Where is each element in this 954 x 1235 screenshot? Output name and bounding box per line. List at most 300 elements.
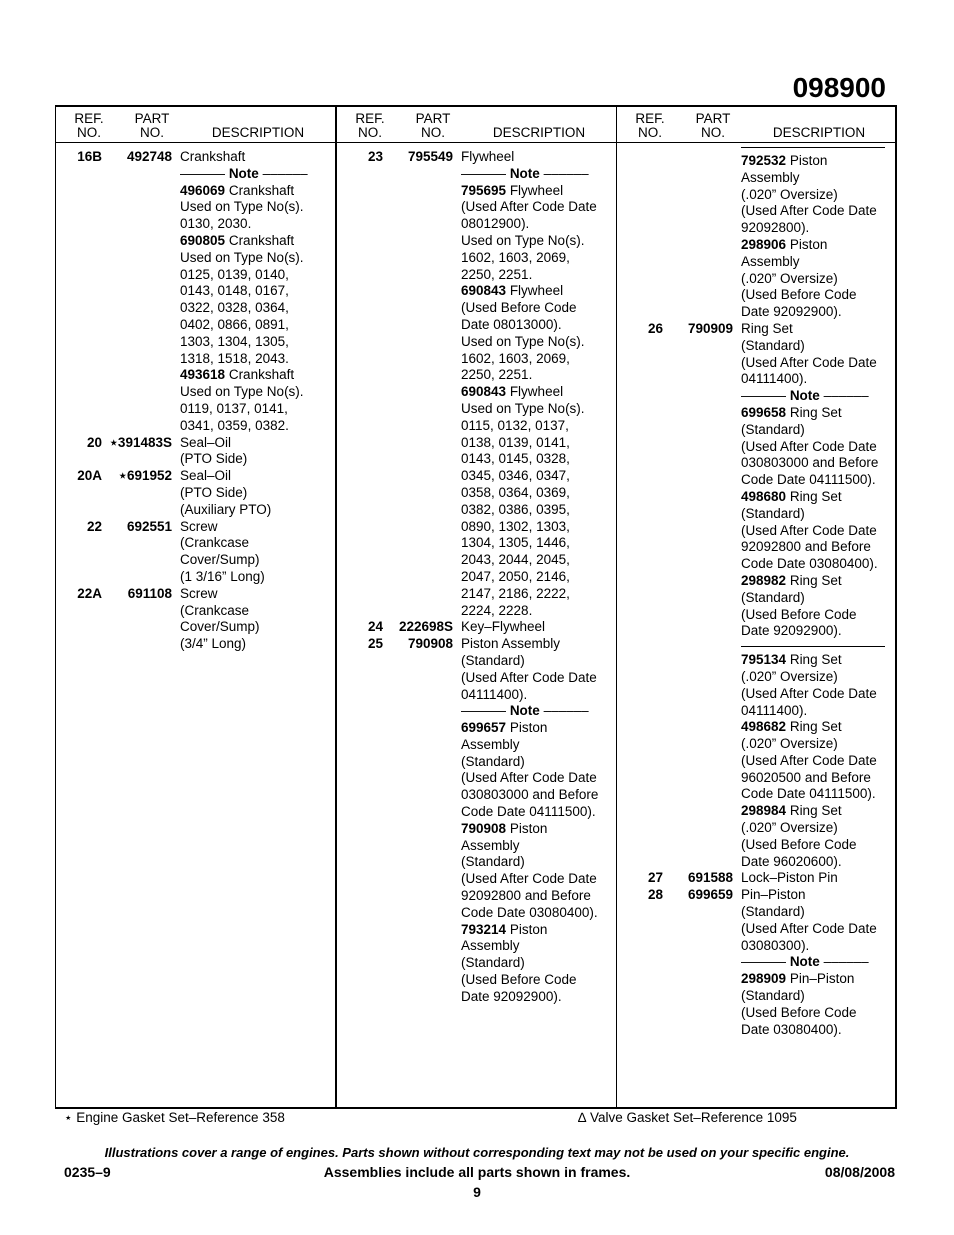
parts-entry <box>56 519 336 586</box>
alt-part-number: Note <box>228 165 259 181</box>
description-text: Date 92092900). <box>741 304 842 320</box>
description-line <box>741 472 895 489</box>
part-description <box>180 586 336 653</box>
description-line <box>461 283 618 300</box>
description-text: 0402, 0866, 0891, <box>180 316 289 332</box>
description-line <box>461 384 618 401</box>
description-line <box>461 603 618 620</box>
part-description <box>180 435 336 469</box>
part-number: 795549 <box>407 149 453 164</box>
description-line <box>180 603 336 620</box>
description-line <box>180 519 336 536</box>
alt-part-number: 690805 <box>180 232 226 248</box>
ref-number: 23 <box>367 149 383 164</box>
description-text: 0143, 0145, 0328, <box>461 451 570 467</box>
alt-part-number: 298984 <box>741 803 787 819</box>
part-number: ⋆691952 <box>118 468 172 484</box>
description-line <box>741 686 895 703</box>
description-line <box>180 468 336 485</box>
parts-entry <box>617 652 895 870</box>
column-body <box>56 149 336 653</box>
part-number: 691588 <box>687 870 733 886</box>
description-line <box>461 854 618 871</box>
description-text: Date 92092900). <box>741 623 842 639</box>
description-text: Piston <box>786 236 828 252</box>
parts-table <box>55 105 897 1109</box>
description-line <box>180 199 336 216</box>
description-text: 030803000 and Before <box>461 787 599 803</box>
ref-number: 22A <box>77 585 102 601</box>
description-text: Assembly <box>741 169 800 185</box>
description-text: Flywheel <box>506 182 564 198</box>
description-text: 2043, 2044, 2045, <box>461 552 570 568</box>
alt-part-number: 493618 <box>180 367 226 383</box>
frame-divider <box>741 147 885 148</box>
part-number: 790909 <box>687 320 733 336</box>
description-line <box>461 485 618 502</box>
description-line <box>180 367 336 384</box>
description-line <box>741 439 895 456</box>
description-line <box>461 451 618 468</box>
model-number: 098900 <box>792 72 886 103</box>
description-text: 1304, 1305, 1446, <box>461 535 570 551</box>
description-line <box>741 304 895 321</box>
description-line <box>461 216 618 233</box>
description-text: (.020” Oversize) <box>741 668 838 684</box>
note-dashes: –––––– <box>180 165 229 181</box>
part-description <box>461 619 618 636</box>
description-text: Date 96020600). <box>741 853 842 869</box>
description-text: (Used Before Code <box>461 972 577 988</box>
description-line <box>741 870 895 887</box>
frame-divider <box>741 646 885 647</box>
header-ref-no: REF. NO. <box>635 111 665 140</box>
column-body <box>337 149 618 1006</box>
parts-entry <box>56 468 336 518</box>
header-part-no: PART NO. <box>134 111 170 140</box>
description-line <box>741 837 895 854</box>
description-line <box>741 153 895 170</box>
description-text: Crankshaft <box>225 232 295 248</box>
description-line <box>461 267 618 284</box>
alt-part-number: 699658 <box>741 404 787 420</box>
ref-number: 16B <box>77 149 102 164</box>
valve-gasket-legend: ∆ Valve Gasket Set–Reference 1095 <box>578 1110 797 1125</box>
description-text: (3/4” Long) <box>180 636 247 652</box>
description-line <box>180 300 336 317</box>
alt-part-number: 298906 <box>741 236 787 252</box>
description-text: Cover/Sump) <box>180 619 260 635</box>
parts-entry <box>337 149 618 619</box>
description-text: Crankshaft <box>180 149 246 164</box>
description-line <box>180 435 336 452</box>
header-part-no: PART NO. <box>695 111 731 140</box>
description-line <box>461 972 618 989</box>
description-text: (PTO Side) <box>180 484 248 500</box>
alt-part-number: 795134 <box>741 652 787 668</box>
description-text: (1 3/16” Long) <box>180 568 265 584</box>
alt-part-number: 498682 <box>741 719 787 735</box>
description-line <box>461 636 618 653</box>
parts-column-1 <box>55 107 336 1107</box>
description-text: Ring Set <box>786 652 842 668</box>
description-text: Used on Type No(s). <box>180 249 304 265</box>
alt-part-number: 496069 <box>180 182 226 198</box>
part-description <box>741 887 895 1038</box>
description-line <box>461 955 618 972</box>
description-text: (.020” Oversize) <box>741 736 838 752</box>
print-date: 08/08/2008 <box>824 1164 895 1180</box>
parts-entry <box>617 153 895 321</box>
description-text: Flywheel <box>461 149 515 164</box>
column-body <box>617 149 895 1038</box>
note-dashes: –––––– <box>741 388 790 404</box>
description-line <box>461 300 618 317</box>
description-text: Date 03080400). <box>741 1021 842 1037</box>
description-line <box>180 267 336 284</box>
description-text: (Used Before Code <box>461 300 577 316</box>
description-line <box>180 334 336 351</box>
description-line <box>741 669 895 686</box>
description-line <box>741 623 895 640</box>
page-number: 9 <box>473 1184 481 1200</box>
description-text: –––––– <box>539 165 589 181</box>
description-line <box>461 535 618 552</box>
description-text: 08012900). <box>461 216 530 232</box>
description-text: (Used After Code Date <box>741 685 877 701</box>
description-text: 03080300). <box>741 937 810 953</box>
description-line <box>741 422 895 439</box>
description-text: (Used Before Code <box>741 1004 857 1020</box>
description-text: (Used Before Code <box>741 836 857 852</box>
description-text: (Standard) <box>741 337 805 353</box>
description-text: 2147, 2186, 2222, <box>461 585 570 601</box>
description-text: Piston <box>506 921 548 937</box>
header-part-no: PART NO. <box>415 111 451 140</box>
description-line <box>461 586 618 603</box>
description-text: (Crankcase <box>180 602 250 618</box>
description-line <box>180 586 336 603</box>
description-line <box>741 573 895 590</box>
description-text: Date 08013000). <box>461 316 562 332</box>
description-line <box>461 653 618 670</box>
description-text: (Crankcase <box>180 535 250 551</box>
description-line <box>741 271 895 288</box>
description-line <box>461 821 618 838</box>
column-header <box>617 107 895 143</box>
part-number: 691108 <box>127 585 172 601</box>
description-line <box>461 737 618 754</box>
description-line <box>741 854 895 871</box>
column-header <box>56 107 336 143</box>
description-line <box>741 287 895 304</box>
description-text: Code Date 03080400). <box>461 904 598 920</box>
part-description <box>741 153 895 321</box>
description-line <box>741 820 895 837</box>
parts-entry <box>617 870 895 887</box>
assemblies-note: Assemblies include all parts shown in frames. <box>323 1164 631 1180</box>
header-description: DESCRIPTION <box>492 125 586 140</box>
description-text: 0322, 0328, 0364, <box>180 300 289 316</box>
description-text: (Standard) <box>741 421 805 437</box>
description-text: Assembly <box>461 938 520 954</box>
part-number: 692551 <box>126 518 172 534</box>
description-line <box>461 418 618 435</box>
description-line <box>741 904 895 921</box>
alt-part-number: 690843 <box>461 384 507 400</box>
description-line <box>741 1005 895 1022</box>
description-text: Pin–Piston <box>741 887 806 903</box>
description-line <box>741 405 895 422</box>
description-text: Used on Type No(s). <box>461 400 585 416</box>
parts-column-3 <box>616 107 897 1107</box>
description-text: 2224, 2228. <box>461 602 533 618</box>
description-text: –––––– <box>258 165 308 181</box>
description-line <box>180 283 336 300</box>
alt-part-number: 690843 <box>461 283 507 299</box>
description-text: (Used After Code Date <box>741 354 877 370</box>
description-text: Crankshaft <box>225 182 295 198</box>
part-description <box>180 519 336 586</box>
description-text: Piston Assembly <box>461 636 561 652</box>
description-text: –––––– <box>819 388 869 404</box>
description-text: (Standard) <box>461 652 525 668</box>
description-text: Ring Set <box>786 719 842 735</box>
parts-entry <box>617 887 895 1038</box>
alt-part-number: Note <box>789 388 820 404</box>
ref-number: 25 <box>367 636 383 652</box>
column-header <box>337 107 618 143</box>
parts-column-2 <box>335 107 618 1107</box>
description-text: Screw <box>180 518 218 534</box>
description-line <box>741 590 895 607</box>
note-dashes: –––––– <box>461 703 510 719</box>
description-text: Key–Flywheel <box>461 619 546 635</box>
part-description <box>461 636 618 1006</box>
description-line <box>180 166 336 183</box>
description-text: Screw <box>180 585 218 601</box>
description-line <box>741 220 895 237</box>
note-dashes: –––––– <box>461 165 510 181</box>
description-line <box>741 489 895 506</box>
description-text: Ring Set <box>786 488 842 504</box>
description-line <box>741 988 895 1005</box>
description-text: Code Date 04111500). <box>461 804 596 820</box>
description-text: Cover/Sump) <box>180 552 260 568</box>
description-text: 0119, 0137, 0141, <box>180 400 288 416</box>
description-line <box>741 736 895 753</box>
doc-code: 0235–9 <box>64 1164 111 1180</box>
description-text: Code Date 04111500). <box>741 786 876 802</box>
description-text: 0358, 0364, 0369, <box>461 484 570 500</box>
description-line <box>741 254 895 271</box>
description-line <box>180 183 336 200</box>
part-description <box>180 149 336 435</box>
description-line <box>741 887 895 904</box>
parts-entry <box>617 321 895 640</box>
description-text: (Used After Code Date <box>461 770 597 786</box>
description-text: 0138, 0139, 0141, <box>461 434 570 450</box>
description-text: (Standard) <box>461 753 525 769</box>
alt-part-number: 793214 <box>461 921 507 937</box>
description-text: Pin–Piston <box>786 971 855 987</box>
ref-number: 20A <box>77 468 102 484</box>
description-text: 0345, 0346, 0347, <box>461 468 570 484</box>
description-line <box>180 552 336 569</box>
description-text: Assembly <box>461 837 520 853</box>
description-text: (Standard) <box>741 988 805 1004</box>
part-description <box>741 870 895 887</box>
description-line <box>461 367 618 384</box>
description-line <box>461 938 618 955</box>
description-text: Seal–Oil <box>180 468 232 484</box>
description-text: 0143, 0148, 0167, <box>180 283 289 299</box>
description-line <box>741 1022 895 1039</box>
description-line <box>461 569 618 586</box>
description-text: (Used Before Code <box>741 287 857 303</box>
description-text: 92092800 and Before <box>461 888 591 904</box>
alt-part-number: Note <box>509 703 540 719</box>
description-text: 0341, 0359, 0382. <box>180 417 289 433</box>
description-text: 04111400). <box>741 371 808 387</box>
description-text: Piston <box>786 153 828 168</box>
description-line <box>461 468 618 485</box>
description-text: Used on Type No(s). <box>461 333 585 349</box>
description-line <box>461 770 618 787</box>
description-text: Piston <box>506 820 548 836</box>
description-line <box>180 451 336 468</box>
ref-number: 27 <box>647 870 663 886</box>
description-line <box>180 535 336 552</box>
description-line <box>180 485 336 502</box>
description-line <box>741 321 895 338</box>
description-line <box>461 166 618 183</box>
alt-part-number: 699657 <box>461 720 507 736</box>
description-text: (Used After Code Date <box>461 669 597 685</box>
alt-part-number: 792532 <box>741 153 787 168</box>
description-text: (Used After Code Date <box>461 871 597 887</box>
engine-gasket-legend: ⋆ Engine Gasket Set–Reference 358 <box>64 1110 285 1125</box>
description-text: 96020500 and Before <box>741 769 871 785</box>
description-line <box>180 233 336 250</box>
description-text: Code Date 03080400). <box>741 556 878 572</box>
description-text: Piston <box>506 720 548 736</box>
part-number: 699659 <box>687 887 733 903</box>
description-line <box>461 619 618 636</box>
description-text: (.020” Oversize) <box>741 186 838 202</box>
description-text: (Used After Code Date <box>461 199 597 215</box>
description-line <box>180 636 336 653</box>
description-text: 0125, 0139, 0140, <box>180 266 289 282</box>
description-text: –––––– <box>819 954 869 970</box>
description-line <box>741 237 895 254</box>
description-line <box>741 355 895 372</box>
alt-part-number: 790908 <box>461 820 507 836</box>
description-line <box>741 371 895 388</box>
ref-number: 24 <box>367 619 383 635</box>
description-line <box>461 199 618 216</box>
alt-part-number: 498680 <box>741 488 787 504</box>
description-text: Ring Set <box>786 572 842 588</box>
description-text: –––––– <box>539 703 589 719</box>
part-number: ⋆391483S <box>109 434 172 450</box>
description-line <box>461 871 618 888</box>
description-text: 92092800 and Before <box>741 539 871 555</box>
description-line <box>461 703 618 720</box>
description-text: 0115, 0132, 0137, <box>461 417 569 433</box>
description-line <box>180 401 336 418</box>
parts-entry <box>56 435 336 469</box>
description-text: (Standard) <box>741 505 805 521</box>
description-line <box>741 954 895 971</box>
description-text: 04111400). <box>461 686 528 702</box>
description-line <box>741 203 895 220</box>
description-text: 2250, 2251. <box>461 266 533 282</box>
description-text: Assembly <box>741 253 800 269</box>
description-text: 1602, 1603, 2069, <box>461 350 570 366</box>
description-text: Assembly <box>461 736 520 752</box>
description-text: (Used After Code Date <box>741 752 877 768</box>
description-text: Code Date 04111500). <box>741 472 876 488</box>
description-line <box>461 787 618 804</box>
description-line <box>461 754 618 771</box>
description-text: Used on Type No(s). <box>461 232 585 248</box>
part-description <box>741 652 895 870</box>
description-line <box>180 216 336 233</box>
description-line <box>461 334 618 351</box>
description-line <box>461 922 618 939</box>
description-line <box>741 523 895 540</box>
description-line <box>461 317 618 334</box>
description-line <box>461 905 618 922</box>
parts-entry <box>56 149 336 435</box>
description-line <box>461 502 618 519</box>
description-text: Ring Set <box>786 404 842 420</box>
description-line <box>741 187 895 204</box>
header-ref-no: REF. NO. <box>74 111 104 140</box>
description-line <box>180 250 336 267</box>
description-text: Flywheel <box>506 384 564 400</box>
description-line <box>461 888 618 905</box>
description-line <box>741 556 895 573</box>
description-text: Lock–Piston Pin <box>741 870 838 886</box>
description-text: 0890, 1302, 1303, <box>461 518 570 534</box>
description-line <box>180 569 336 586</box>
part-description <box>180 468 336 518</box>
description-text: Used on Type No(s). <box>180 384 304 400</box>
description-text: Ring Set <box>741 320 793 336</box>
description-line <box>741 506 895 523</box>
description-line <box>741 652 895 669</box>
parts-entry <box>337 636 618 1006</box>
description-line <box>180 502 336 519</box>
parts-entry <box>56 586 336 653</box>
description-line <box>741 786 895 803</box>
description-line <box>741 607 895 624</box>
part-number: 222698S <box>398 619 453 635</box>
description-text: (.020” Oversize) <box>741 820 838 836</box>
ref-number: 28 <box>647 887 663 903</box>
header-ref-no: REF. NO. <box>355 111 385 140</box>
description-line <box>461 183 618 200</box>
description-line <box>741 719 895 736</box>
part-description <box>461 149 618 619</box>
description-line <box>180 149 336 166</box>
alt-part-number: Note <box>509 165 540 181</box>
description-line <box>741 170 895 187</box>
description-text: 2047, 2050, 2146, <box>461 568 570 584</box>
description-line <box>741 703 895 720</box>
